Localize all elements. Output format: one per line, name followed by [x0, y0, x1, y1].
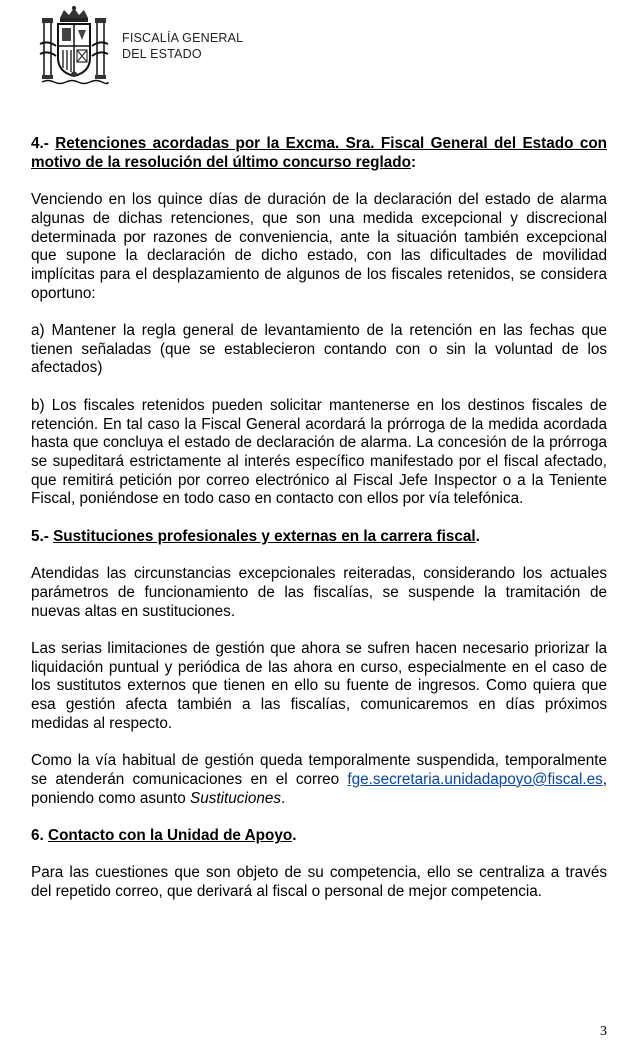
section-4-title-end: : [410, 153, 417, 171]
page-number: 3 [600, 1024, 607, 1039]
section-5-number: 5.- [31, 527, 49, 545]
section-5-heading [31, 528, 607, 547]
section-5-paragraph-2: Las serias limitaciones de gestión que ahora se sufren hacen necesario priorizar la liquidación puntual y periódica de las ahora en curso, especialmente en el caso de los sustitutos externos que tienen en ello su fuente de ingresos. Como quiera que esa gestión afecta también a las fiscalías, comunicaremos en días próximos medidas al respecto. [31, 639, 607, 732]
section-4-paragraph-1: Venciendo en los quince días de duración de la declaración del estado de alarma algunas de dichas retenciones, que son una medida excepcional y discrecional determinada por razones de conveniencia, ante la situación también excepcional que supone la declaración de dicho estado, con las dificultades de movilidad implícitas para el desplazamiento de algunos de los fiscales retenidos, se considera oportuno: [31, 191, 607, 302]
section-5-p3-end: . [281, 789, 286, 807]
section-6-title-end: . [292, 826, 297, 844]
email-link[interactable]: fge.secretaria.unidadapoyo@fiscal.es [347, 770, 603, 788]
letterhead [38, 6, 243, 86]
section-4-heading [31, 135, 607, 172]
section-6-title: Contacto con la Unidad de Apoyo [48, 826, 293, 844]
subject-text: Sustituciones [190, 789, 282, 807]
section-6-number: 6. [31, 826, 44, 844]
section-4-paragraph-2: a) Mantener la regla general de levantamiento de la retención en las fechas que tienen señaladas (que se establecieron contando con o sin la voluntad de los afectados) [31, 322, 607, 377]
section-5-paragraph-3 [31, 752, 607, 808]
section-5-paragraph-1: Atendidas las circunstancias excepcionales reiteradas, considerando los actuales parámetros de funcionamiento de las fiscalías, se suspende la tramitación de nuevas altas en sustituciones. [31, 565, 607, 620]
section-6-heading [31, 827, 607, 846]
org-line-2: DEL ESTADO [122, 47, 202, 61]
section-5-p3-mid: , poniendo como asunto [31, 770, 607, 807]
section-5-p3-start: Como la vía habitual de gestión queda temporalmente suspendida, temporalmente se atenderán comunicaciones en el correo [31, 752, 607, 788]
section-5-title: Sustituciones profesionales y externas en la carrera fiscal [53, 527, 476, 545]
organization-name [122, 30, 243, 62]
section-4-title: Retenciones acordadas por la Excma. Sra. Fiscal General del Estado con motivo de la resolución del último concurso reglado [31, 135, 608, 171]
section-4-number: 4.- [31, 135, 49, 152]
section-5-title-end: . [475, 527, 480, 545]
document-body [31, 135, 607, 902]
org-line-1: FISCALÍA GENERAL [122, 31, 244, 45]
section-6-paragraph-1: Para las cuestiones que son objeto de su competencia, ello se centraliza a través del repetido correo, que derivará al fiscal o personal de mejor competencia. [31, 864, 607, 900]
section-4-paragraph-3: b) Los fiscales retenidos pueden solicitar mantenerse en los destinos fiscales de retención. En tal caso la Fiscal General acordará la prórroga de la medida acordada hasta que concluya el estado de declaración de alarma. La concesión de la prórroga se supeditará estrictamente al interés específico manifestado por el fiscal afectado, que remitirá petición por correo electrónico al Fiscal Jefe Inspector o a la Teniente Fiscal, poniéndose en todo caso en contacto con ellos por vía telefónica. [31, 396, 607, 508]
coat-of-arms-icon [38, 6, 110, 86]
